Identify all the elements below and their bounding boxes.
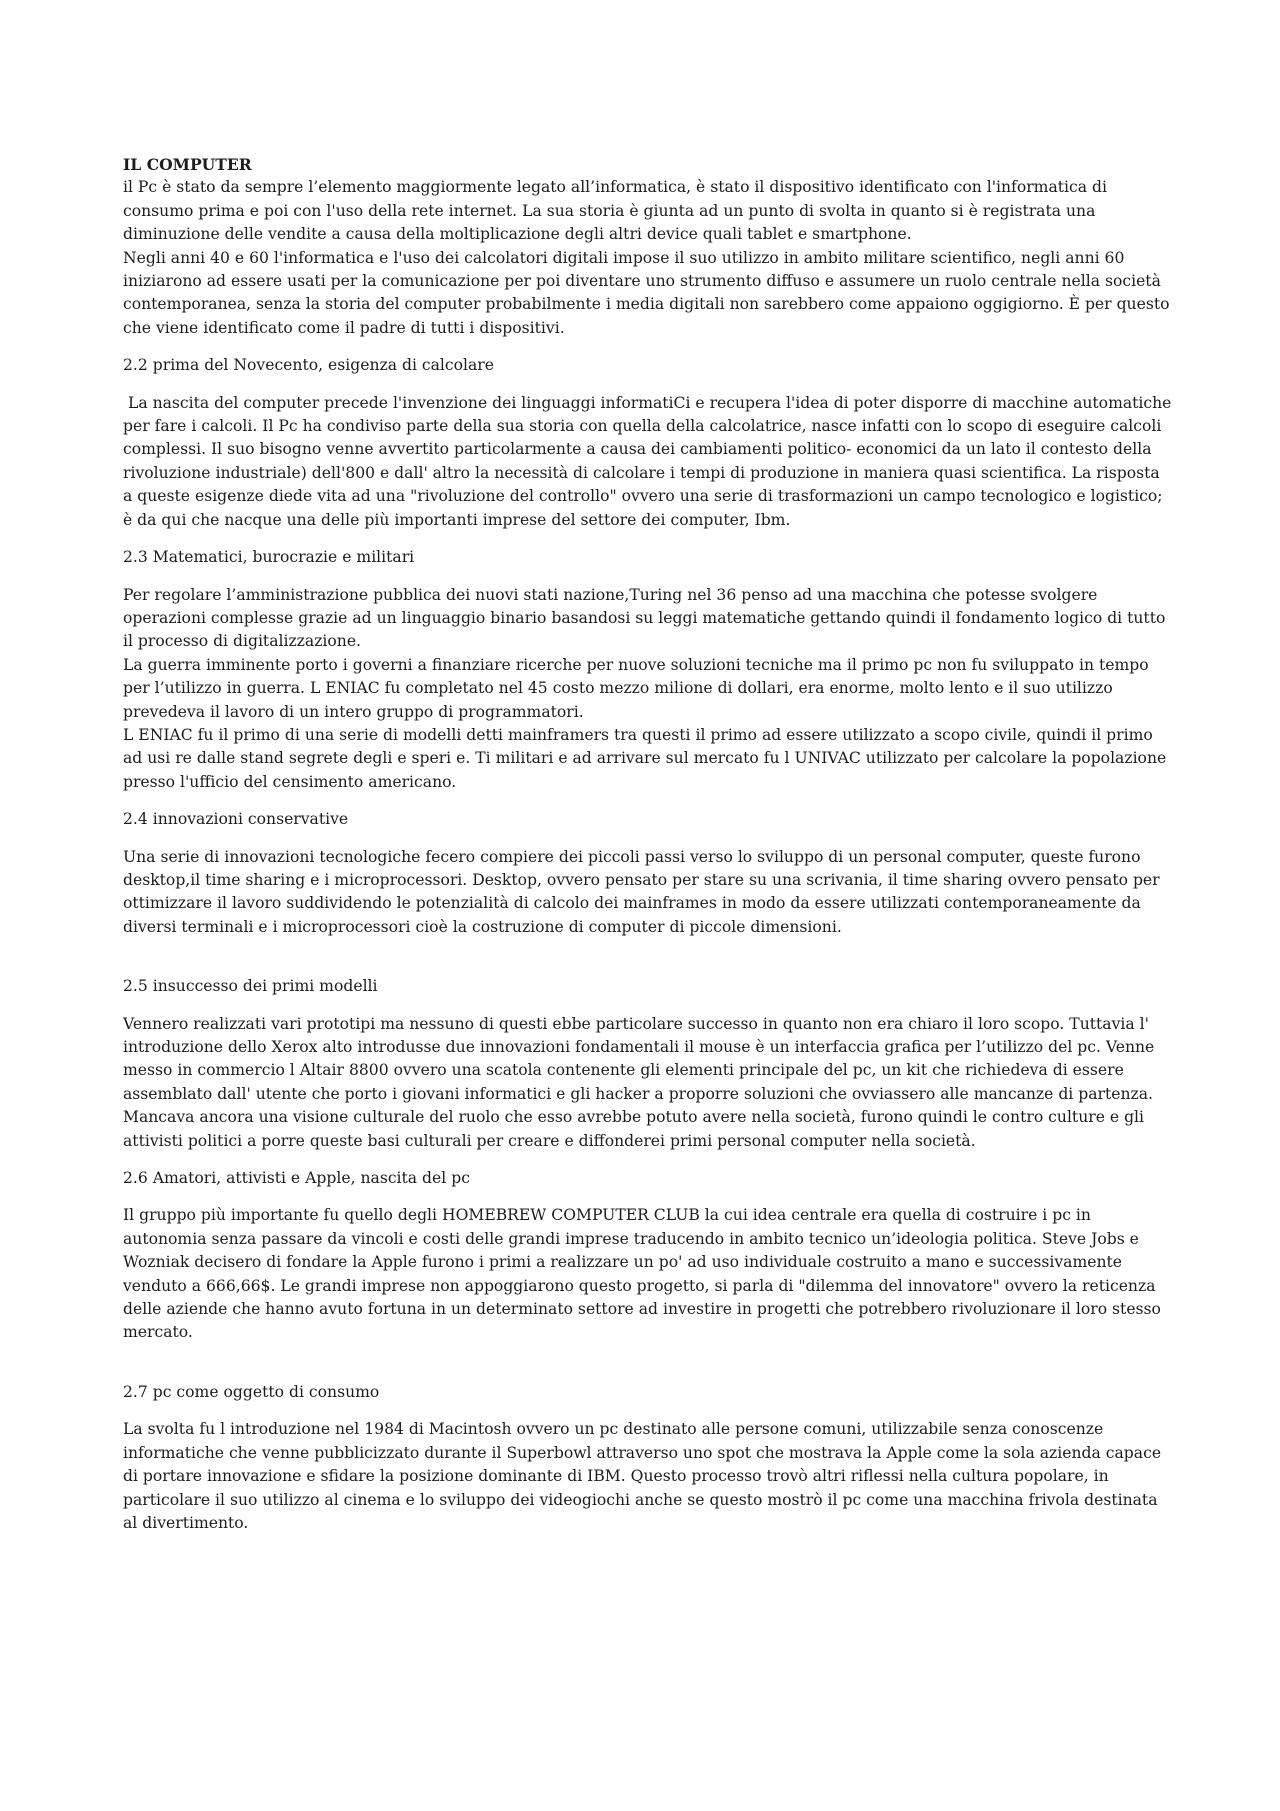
section-2-4-paragraph: Una serie di innovazioni tecnologiche fecero compiere dei piccoli passi verso lo sviluppo di un personal computer, queste furono desktop,il time sharing e i microprocessori. Desktop, ovvero pensato per stare su una scrivania, il time sharing ovvero pensato per ottimizzare il lavoro suddividendo le potenzialità di calcolo dei mainframes in modo da essere utilizzati contemporaneamente da diversi terminali e i microprocessori cioè la costruzione di computer di piccole dimensioni. xyxy=(123,847,1160,936)
section-2-7-paragraph: La svolta fu l introduzione nel 1984 di Macintosh ovvero un pc destinato alle persone comuni, utilizzabile senza conoscenze informatiche che venne pubblicizzato durante il Superbowl attraverso uno spot che mostrava la Apple come la sola azienda capace di portare innovazione e sfidare la posizione dominante di IBM. Questo processo trovò altri riflessi nella cultura popolare, in particolare il suo utilizzo al cinema e lo sviluppo dei videogiochi anche se questo mostrò il pc come una macchina frivola destinata al divertimento. xyxy=(123,1420,1162,1532)
section-heading-2-7: 2.7 pc come oggetto di consumo xyxy=(123,1382,380,1401)
section-heading-2-3: 2.3 Matematici, burocrazie e militari xyxy=(123,548,415,567)
section-heading-2-2: 2.2 prima del Novecento, esigenza di calcolare xyxy=(123,356,494,375)
section-2-3-paragraph-2: La guerra imminente porto i governi a finanziare ricerche per nuove soluzioni tecniche ma il primo pc non fu sviluppato in tempo per l’utilizzo in guerra. L ENIAC fu completato nel 45 costo mezzo milione di dollari, era enorme, molto lento e il suo utilizzo prevedeva il lavoro di un intero gruppo di programmatori. xyxy=(123,655,1149,721)
section-heading-2-4: 2.4 innovazioni conservative xyxy=(123,810,349,829)
intro-paragraph-2: Negli anni 40 e 60 l'informatica e l'uso dei calcolatori digitali impose il suo utilizzo in ambito militare scientifico, negli anni 60 iniziarono ad essere usati per la comunicazione per poi diventare uno strumento diffuso e assumere un ruolo centrale nella società contemporanea, senza la storia del computer probabilmente i media digitali non sarebbero come appaiono oggigiorno. È per questo che viene identificato come il padre di tutti i dispositivi. xyxy=(123,248,1170,337)
intro-paragraph-1: il Pc è stato da sempre l’elemento maggiormente legato all’informatica, è stato il dispositivo identificato con l'informatica di consumo prima e poi con l'uso della rete internet. La sua storia è giunta ad un punto di svolta in quanto si è registrata una diminuzione delle vendite a causa della moltiplicazione degli altri device quali tablet e smartphone. xyxy=(123,178,1107,244)
section-heading-2-6: 2.6 Amatori, attivisti e Apple, nascita del pc xyxy=(123,1169,470,1188)
section-heading-2-5: 2.5 insuccesso dei primi modelli xyxy=(123,977,378,996)
section-2-2-paragraph: La nascita del computer precede l'invenzione dei linguaggi informatiCi e recupera l'idea di poter disporre di macchine automatiche per fare i calcoli. Il Pc ha condiviso parte della sua storia con quella della calcolatrice, nasce infatti con lo scopo di eseguire calcoli complessi. Il suo bisogno venne avvertito particolarmente a causa dei cambiamenti politico- economici da un lato il contesto della rivoluzione industriale) dell'800 e dall' altro la necessità di calcolare i tempi di produzione in maniera quasi scientifica. La risposta a queste esigenze diede vita ad una "rivoluzione del controllo" ovvero una serie di trasformazioni un campo tecnologico e logistico; è da qui che nacque una delle più importanti imprese del settore dei computer, Ibm. xyxy=(123,393,1177,529)
document-page xyxy=(123,153,1177,1535)
section-2-3-paragraph-1: Per regolare l’amministrazione pubblica dei nuovi stati nazione,Turing nel 36 penso ad una macchina che potesse svolgere operazioni complesse grazie ad un linguaggio binario basandosi su leggi matematiche gettando quindi il fondamento logico di tutto il processo di digitalizzazione. xyxy=(123,585,1166,651)
section-2-5-paragraph: Vennero realizzati vari prototipi ma nessuno di questi ebbe particolare successo in quanto non era chiaro il loro scopo. Tuttavia l' introduzione dello Xerox alto introdusse due innovazioni fondamentali il mouse è un interfaccia grafica per l’utilizzo del pc. Venne messo in commercio l Altair 8800 ovvero una scatola contenente gli elementi principale del pc, un kit che richiedeva di essere assemblato dall' utente che porto i giovani informatici e gli hacker a proporre soluzioni che ovviassero alle mancanze di partenza. Mancava ancora una visione culturale del ruolo che esso avrebbe potuto avere nella società, furono quindi le contro culture e gli attivisti politici a porre queste basi culturali per creare e diffonderei primi personal computer nella società. xyxy=(123,1014,1155,1150)
section-2-3-paragraph-3: L ENIAC fu il primo di una serie di modelli detti mainframers tra questi il primo ad essere utilizzato a scopo civile, quindi il primo ad usi re dalle stand segrete degli e speri e. Ti militari e ad arrivare sul mercato fu l UNIVAC utilizzato per calcolare la popolazione presso l'ufficio del censimento americano. xyxy=(123,725,1167,791)
section-2-6-paragraph: Il gruppo più importante fu quello degli HOMEBREW COMPUTER CLUB la cui idea centrale era quella di costruire i pc in autonomia senza passare da vincoli e costi delle grandi imprese traducendo in ambito tecnico un’ideologia politica. Steve Jobs e Wozniak decisero di fondare la Apple furono i primi a realizzare un po' ad uso individuale costruito a mano e successivamente venduto a 666,66$. Le grandi imprese non appoggiarono questo progetto, si parla di "dilemma del innovatore" ovvero la reticenza delle aziende che hanno avuto fortuna in un determinato settore ad investire in progetti che potrebbero rivoluzionare il loro stesso mercato. xyxy=(123,1206,1161,1342)
document-title: IL COMPUTER xyxy=(123,155,252,174)
